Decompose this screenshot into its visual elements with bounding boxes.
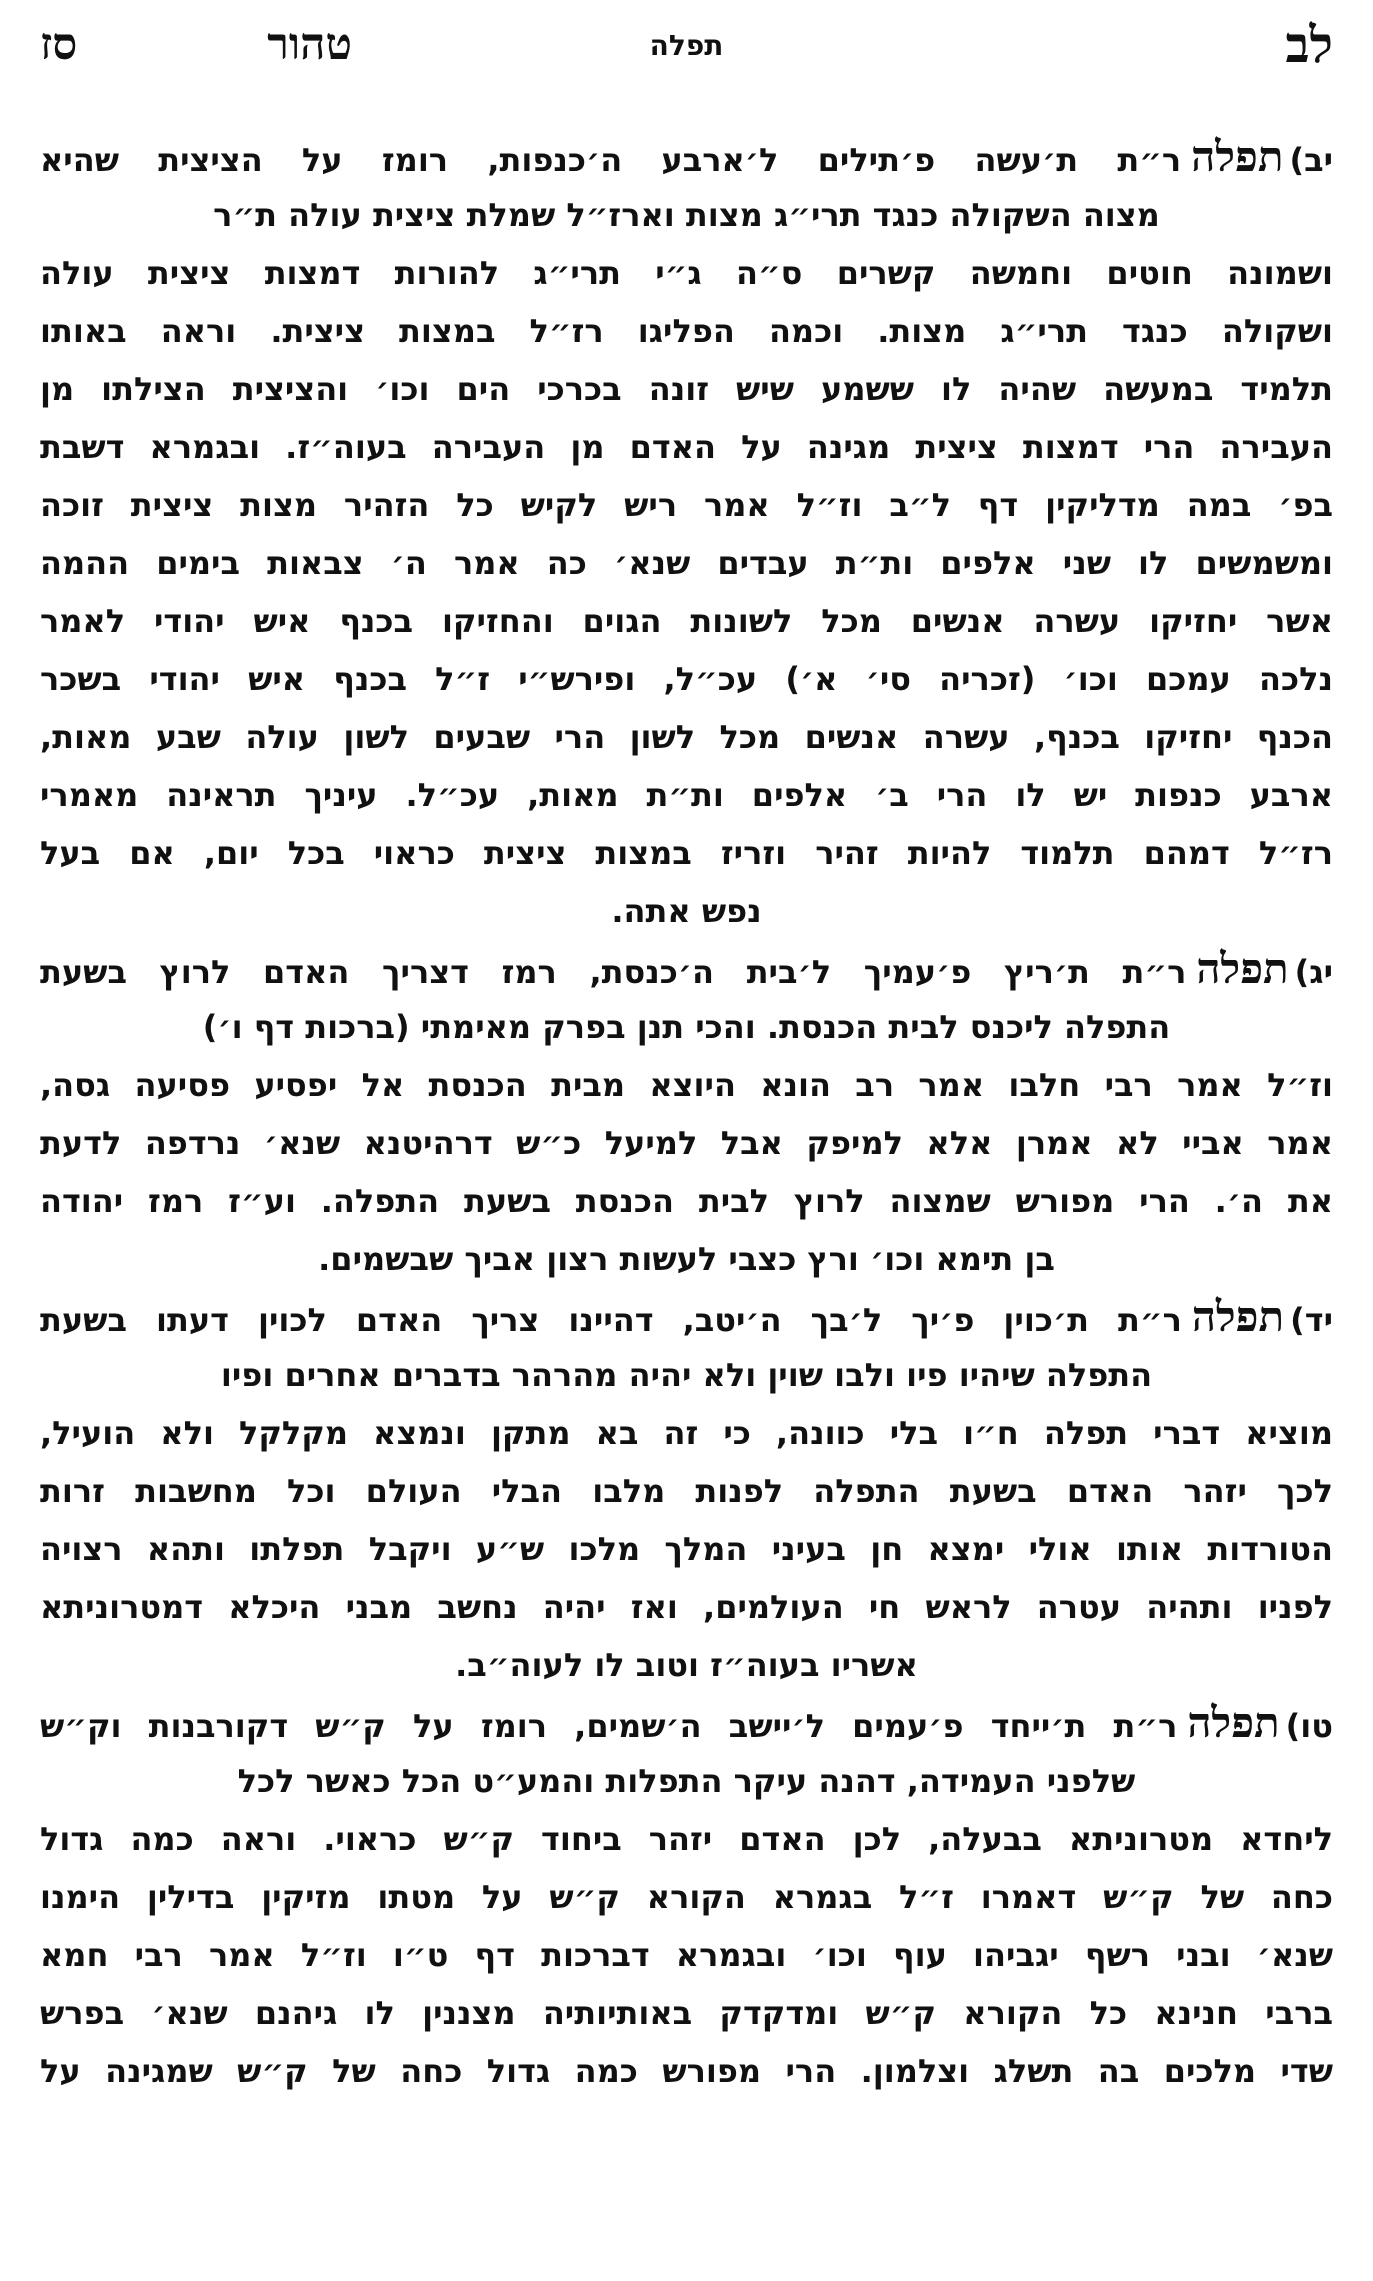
section-number: יד) xyxy=(1290,1301,1333,1339)
section-title: תפלה xyxy=(649,29,724,62)
paragraph-line: מוציא דברי תפלה ח״ו בלי כוונה, כי זה בא מתקן ונמצא מקלקל ולא הועיל, xyxy=(40,1414,1333,1452)
section-number: טו) xyxy=(1285,1707,1333,1745)
paragraph-line: תלמיד במעשה שהיה לו ששמע שיש זונה בכרכי הים וכו׳ והציצית הצילתו מן xyxy=(40,370,1333,408)
book-title: טהור xyxy=(267,19,353,70)
main-text xyxy=(40,128,1333,2100)
paragraph-line: הכנף יחזיקו בכנף, עשרה אנשים מכל לשון הרי שבעים לשון עולה שבע מאות, xyxy=(40,718,1333,756)
paragraph-line: בפ׳ במה מדליקין דף ל״ב וז״ל אמר ריש לקיש כל הזהיר מצות ציצית זוכה xyxy=(40,486,1333,524)
page-number: סז xyxy=(40,19,78,70)
section-keyword: תפלה xyxy=(1191,1292,1285,1341)
paragraph-line: הטורדות אותו אולי ימצא חן בעיני המלך מלכו ש״ע ויקבל תפלתו ותהא רצויה xyxy=(40,1530,1333,1568)
page-title: לב xyxy=(1285,15,1333,74)
paragraph-line: אשר יחזיקו עשרה אנשים מכל לשונות הגוים והחזיקו בכנף איש יהודי לאמר xyxy=(40,602,1333,640)
paragraph-line: ושמונה חוטים וחמשה קשרים ס״ה ג״י תרי״ג להורות דמצות ציצית עולה xyxy=(40,254,1333,292)
paragraph-line: בן תימא וכו׳ ורץ כצבי לעשות רצון אביך שבשמים. xyxy=(318,1240,1055,1278)
paragraph-line: נפש אתה. xyxy=(611,892,762,930)
paragraph-line: את ה׳. הרי מפורש שמצוה לרוץ לבית הכנסת בשעת התפלה. וע״ז רמז יהודה xyxy=(40,1182,1333,1220)
paragraph-line: התפלה שיהיו פיו ולבו שוין ולא יהיה מהרהר בדברים אחרים ופיו xyxy=(220,1356,1153,1394)
paragraph-line: שלפני העמידה, דהנה עיקר התפלות והמע״ט הכל כאשר לכל xyxy=(237,1762,1136,1800)
section-keyword: תפלה xyxy=(1196,944,1289,993)
paragraph-line: טו)תפלהר״ת ת׳ייחד פ׳עמים ל׳יישב ה׳שמים, רומז על ק״ש דקורבנות וק״ש xyxy=(40,1698,1333,1747)
header-left xyxy=(40,10,352,80)
section-keyword: תפלה xyxy=(1187,1698,1280,1747)
paragraph-line: נלכה עמכם וכו׳ (זכריה סי׳ א׳) עכ״ל, ופירש״י ז״ל בכנף איש יהודי בשכר xyxy=(40,660,1333,698)
paragraph-line: יד)תפלהר״ת ת׳כוין פ׳יך ל׳בך ה׳יטב, דהיינו צריך האדם לכוין דעתו בשעת xyxy=(40,1292,1333,1341)
paragraph-line: ברבי חנינא כל הקורא ק״ש ומדקדק באותיותיה מצננין לו גיהנם שנא׳ בפרש xyxy=(40,1994,1333,2032)
paragraph-line: התפלה ליכנס לבית הכנסת. והכי תנן בפרק מאימתי (ברכות דף ו׳) xyxy=(202,1008,1171,1046)
paragraph-line: מצוה השקולה כנגד תרי״ג מצות וארז״ל שמלת ציצית עולה ת״ר xyxy=(213,196,1160,234)
running-header xyxy=(40,10,1333,80)
paragraph-line: רז״ל דמהם תלמוד להיות זהיר וזריז במצות ציצית כראוי בכל יום, אם בעל xyxy=(40,834,1333,872)
paragraph-line: ארבע כנפות יש לו הרי ב׳ אלפים ות״ת מאות, עכ״ל. עיניך תראינה מאמרי xyxy=(40,776,1333,814)
paragraph-line: לכך יזהר האדם בשעת התפלה לפנות מלבו הבלי העולם וכל מחשבות זרות xyxy=(40,1472,1333,1510)
paragraph-line: העבירה הרי דמצות ציצית מגינה על האדם מן העבירה בעוה״ז. ובגמרא דשבת xyxy=(40,428,1333,466)
paragraph-line: יב)תפלהר״ת ת׳עשה פ׳תילים ל׳ארבע ה׳כנפות, רומז על הציצית שהיא xyxy=(40,132,1333,181)
section-keyword: תפלה xyxy=(1191,132,1284,181)
section-number: יג) xyxy=(1294,953,1333,991)
section-number: יב) xyxy=(1289,141,1333,179)
paragraph-line: לפניו ותהיה עטרה לראש חי העולמים, ואז יהיה נחשב מבני היכלא דמטרוניתא xyxy=(40,1588,1333,1626)
paragraph-line: יג)תפלהר״ת ת׳ריץ פ׳עמיך ל׳בית ה׳כנסת, רמז דצריך האדם לרוץ בשעת xyxy=(40,944,1333,993)
paragraph-line: ומשמשים לו שני אלפים ות״ת עבדים שנא׳ כה אמר ה׳ צבאות בימים ההמה xyxy=(40,544,1333,582)
paragraph-line: ושקולה כנגד תרי״ג מצות. וכמה הפליגו רז״ל במצות ציצית. וראה באותו xyxy=(40,312,1333,350)
paragraph-line: אמר אביי לא אמרן אלא למיפק אבל למיעל כ״ש דרהיטנא שנא׳ נרדפה לדעת xyxy=(40,1124,1333,1162)
paragraph-line: שדי מלכים בה תשלג וצלמון. הרי מפורש כמה גדול כחה של ק״ש שמגינה על xyxy=(40,2052,1333,2090)
paragraph-line: אשריו בעוה״ז וטוב לו לעוה״ב. xyxy=(455,1646,918,1684)
paragraph-line: וז״ל אמר רבי חלבו אמר רב הונא היוצא מבית הכנסת אל יפסיע פסיעה גסה, xyxy=(40,1066,1333,1104)
paragraph-line: כחה של ק״ש דאמרו ז״ל בגמרא הקורא ק״ש על מטתו מזיקין בדילין הימנו xyxy=(40,1878,1333,1916)
paragraph-line: שנא׳ ובני רשף יגביהו עוף וכו׳ ובגמרא דברכות דף ט״ו וז״ל אמר רבי חמא xyxy=(40,1936,1333,1974)
paragraph-line: ליחדא מטרוניתא בבעלה, לכן האדם יזהר ביחוד ק״ש כראוי. וראה כמה גדול xyxy=(40,1820,1333,1858)
